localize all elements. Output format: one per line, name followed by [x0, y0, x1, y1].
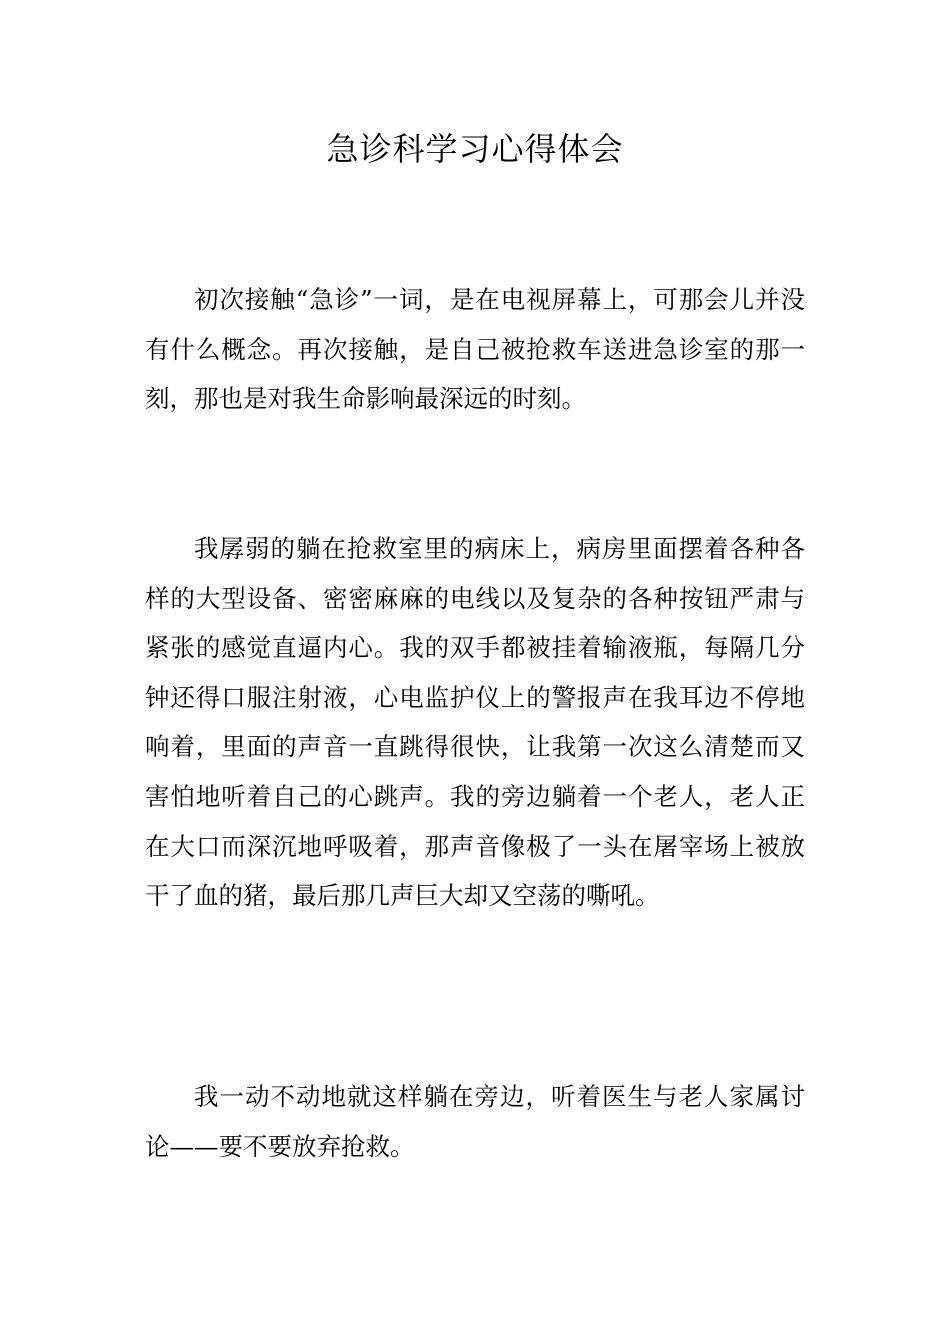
paragraph-1: 初次接触“急诊”一词，是在电视屏幕上，可那会儿并没有什么概念。再次接触，是自己被抢救车送进急诊室的那一刻，那也是对我生命影响最深远的时刻。: [145, 285, 805, 414]
paragraph-3: 我一动不动地就这样躺在旁边，听着医生与老人家属讨论——要不要放弃抢救。: [145, 1082, 805, 1161]
document-title: 急诊科学习心得体会: [326, 130, 624, 168]
paragraph-2: 我孱弱的躺在抢救室里的病床上，病房里面摆着各种各样的大型设备、密密麻麻的电线以及复杂的各种按钮严肃与紧张的感觉直逼内心。我的双手都被挂着输液瓶，每隔几分钟还得口服注射液，心电监护仪上的警报声在我耳边不停地响着，里面的声音一直跳得很快，让我第一次这么清楚而又害怕地听着自己的心跳声。我的旁边躺着一个老人，老人正在大口而深沉地呼吸着，那声音像极了一头在屠宰场上被放干了血的猪，最后那几声巨大却又空荡的嘶吼。: [145, 534, 805, 911]
